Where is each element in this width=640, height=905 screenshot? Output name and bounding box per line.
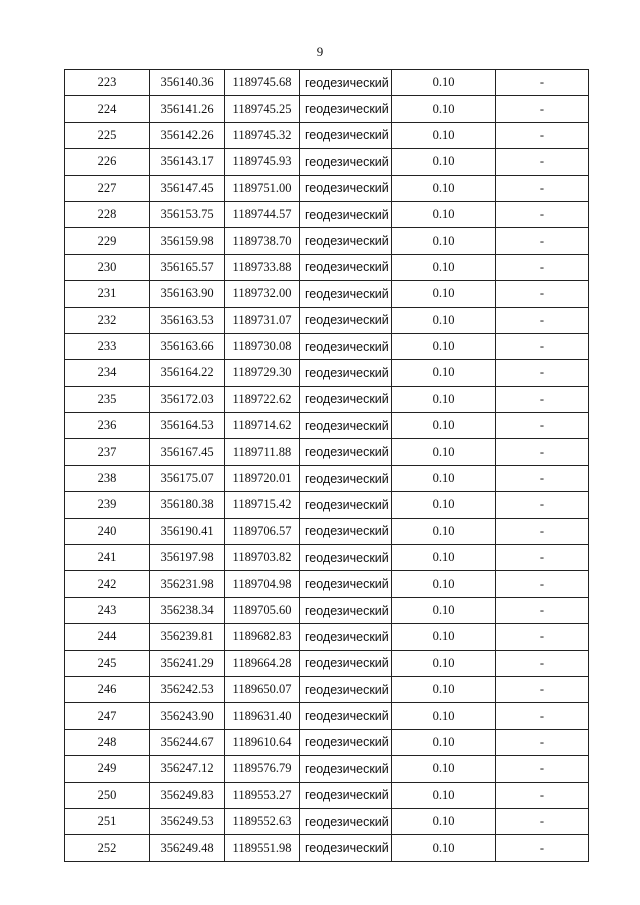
description-cell: - [496,703,589,729]
point-number-cell: 239 [65,492,150,518]
description-cell: - [496,808,589,834]
method-cell: геодезический [300,650,392,676]
description-cell: - [496,96,589,122]
coordinates-table-body [65,70,589,862]
method-cell: геодезический [300,676,392,702]
point-number-cell: 237 [65,439,150,465]
point-number-cell: 240 [65,518,150,544]
table-row [65,782,589,808]
point-number-cell: 246 [65,676,150,702]
y-coordinate-cell: 1189553.27 [225,782,300,808]
table-row [65,650,589,676]
description-cell: - [496,624,589,650]
y-coordinate-cell: 1189703.82 [225,545,300,571]
point-number-cell: 236 [65,413,150,439]
precision-cell: 0.10 [392,808,496,834]
description-cell: - [496,782,589,808]
precision-cell: 0.10 [392,518,496,544]
x-coordinate-cell: 356243.90 [150,703,225,729]
x-coordinate-cell: 356163.90 [150,281,225,307]
method-cell: геодезический [300,149,392,175]
point-number-cell: 229 [65,228,150,254]
table-row [65,360,589,386]
table-row [65,518,589,544]
x-coordinate-cell: 356140.36 [150,70,225,96]
point-number-cell: 224 [65,96,150,122]
table-row [65,676,589,702]
method-cell: геодезический [300,70,392,96]
table-row [65,492,589,518]
method-cell: геодезический [300,756,392,782]
precision-cell: 0.10 [392,96,496,122]
precision-cell: 0.10 [392,756,496,782]
precision-cell: 0.10 [392,835,496,861]
x-coordinate-cell: 356242.53 [150,676,225,702]
precision-cell: 0.10 [392,492,496,518]
precision-cell: 0.10 [392,228,496,254]
y-coordinate-cell: 1189551.98 [225,835,300,861]
y-coordinate-cell: 1189730.08 [225,333,300,359]
table-row [65,70,589,96]
description-cell: - [496,386,589,412]
x-coordinate-cell: 356172.03 [150,386,225,412]
x-coordinate-cell: 356164.22 [150,360,225,386]
y-coordinate-cell: 1189738.70 [225,228,300,254]
method-cell: геодезический [300,413,392,439]
y-coordinate-cell: 1189720.01 [225,465,300,491]
point-number-cell: 238 [65,465,150,491]
method-cell: геодезический [300,281,392,307]
method-cell: геодезический [300,439,392,465]
y-coordinate-cell: 1189682.83 [225,624,300,650]
precision-cell: 0.10 [392,650,496,676]
x-coordinate-cell: 356165.57 [150,254,225,280]
method-cell: геодезический [300,492,392,518]
description-cell: - [496,676,589,702]
x-coordinate-cell: 356197.98 [150,545,225,571]
point-number-cell: 243 [65,597,150,623]
method-cell: геодезический [300,624,392,650]
page-number: 9 [316,44,324,59]
y-coordinate-cell: 1189744.57 [225,201,300,227]
table-row [65,571,589,597]
x-coordinate-cell: 356163.66 [150,333,225,359]
y-coordinate-cell: 1189714.62 [225,413,300,439]
description-cell: - [496,518,589,544]
precision-cell: 0.10 [392,70,496,96]
description-cell: - [496,465,589,491]
description-cell: - [496,175,589,201]
y-coordinate-cell: 1189704.98 [225,571,300,597]
method-cell: геодезический [300,175,392,201]
x-coordinate-cell: 356180.38 [150,492,225,518]
point-number-cell: 225 [65,122,150,148]
method-cell: геодезический [300,386,392,412]
method-cell: геодезический [300,571,392,597]
point-number-cell: 252 [65,835,150,861]
x-coordinate-cell: 356231.98 [150,571,225,597]
description-cell: - [496,228,589,254]
precision-cell: 0.10 [392,597,496,623]
x-coordinate-cell: 356163.53 [150,307,225,333]
table-row [65,149,589,175]
x-coordinate-cell: 356175.07 [150,465,225,491]
description-cell: - [496,545,589,571]
point-number-cell: 223 [65,70,150,96]
table-row [65,307,589,333]
x-coordinate-cell: 356249.53 [150,808,225,834]
description-cell: - [496,835,589,861]
x-coordinate-cell: 356249.83 [150,782,225,808]
x-coordinate-cell: 356241.29 [150,650,225,676]
y-coordinate-cell: 1189729.30 [225,360,300,386]
point-number-cell: 226 [65,149,150,175]
point-number-cell: 234 [65,360,150,386]
table-row [65,624,589,650]
precision-cell: 0.10 [392,676,496,702]
point-number-cell: 231 [65,281,150,307]
precision-cell: 0.10 [392,122,496,148]
description-cell: - [496,439,589,465]
precision-cell: 0.10 [392,360,496,386]
point-number-cell: 230 [65,254,150,280]
table-row [65,386,589,412]
point-number-cell: 232 [65,307,150,333]
method-cell: геодезический [300,808,392,834]
description-cell: - [496,729,589,755]
description-cell: - [496,281,589,307]
method-cell: геодезический [300,96,392,122]
method-cell: геодезический [300,122,392,148]
y-coordinate-cell: 1189745.68 [225,70,300,96]
precision-cell: 0.10 [392,465,496,491]
description-cell: - [496,333,589,359]
point-number-cell: 241 [65,545,150,571]
point-number-cell: 242 [65,571,150,597]
point-number-cell: 245 [65,650,150,676]
description-cell: - [496,360,589,386]
point-number-cell: 250 [65,782,150,808]
description-cell: - [496,122,589,148]
x-coordinate-cell: 356153.75 [150,201,225,227]
y-coordinate-cell: 1189745.93 [225,149,300,175]
description-cell: - [496,492,589,518]
method-cell: геодезический [300,201,392,227]
description-cell: - [496,597,589,623]
point-number-cell: 227 [65,175,150,201]
method-cell: геодезический [300,228,392,254]
point-number-cell: 244 [65,624,150,650]
precision-cell: 0.10 [392,439,496,465]
y-coordinate-cell: 1189552.63 [225,808,300,834]
y-coordinate-cell: 1189732.00 [225,281,300,307]
point-number-cell: 249 [65,756,150,782]
description-cell: - [496,307,589,333]
precision-cell: 0.10 [392,571,496,597]
method-cell: геодезический [300,518,392,544]
y-coordinate-cell: 1189711.88 [225,439,300,465]
point-number-cell: 233 [65,333,150,359]
y-coordinate-cell: 1189722.62 [225,386,300,412]
coordinates-table [64,69,589,862]
table-row [65,465,589,491]
precision-cell: 0.10 [392,413,496,439]
table-row [65,96,589,122]
precision-cell: 0.10 [392,333,496,359]
x-coordinate-cell: 356164.53 [150,413,225,439]
table-row [65,597,589,623]
method-cell: геодезический [300,465,392,491]
x-coordinate-cell: 356190.41 [150,518,225,544]
description-cell: - [496,756,589,782]
table-row [65,333,589,359]
table-row [65,175,589,201]
x-coordinate-cell: 356143.17 [150,149,225,175]
point-number-cell: 251 [65,808,150,834]
precision-cell: 0.10 [392,254,496,280]
table-row [65,703,589,729]
x-coordinate-cell: 356147.45 [150,175,225,201]
point-number-cell: 235 [65,386,150,412]
description-cell: - [496,650,589,676]
y-coordinate-cell: 1189745.32 [225,122,300,148]
method-cell: геодезический [300,703,392,729]
y-coordinate-cell: 1189706.57 [225,518,300,544]
description-cell: - [496,201,589,227]
y-coordinate-cell: 1189715.42 [225,492,300,518]
table-row [65,729,589,755]
precision-cell: 0.10 [392,624,496,650]
y-coordinate-cell: 1189731.07 [225,307,300,333]
method-cell: геодезический [300,729,392,755]
table-row [65,413,589,439]
table-row [65,808,589,834]
y-coordinate-cell: 1189650.07 [225,676,300,702]
point-number-cell: 247 [65,703,150,729]
x-coordinate-cell: 356141.26 [150,96,225,122]
precision-cell: 0.10 [392,782,496,808]
x-coordinate-cell: 356244.67 [150,729,225,755]
method-cell: геодезический [300,307,392,333]
method-cell: геодезический [300,597,392,623]
table-row [65,201,589,227]
x-coordinate-cell: 356247.12 [150,756,225,782]
table-row [65,756,589,782]
y-coordinate-cell: 1189705.60 [225,597,300,623]
table-row [65,281,589,307]
method-cell: геодезический [300,333,392,359]
y-coordinate-cell: 1189664.28 [225,650,300,676]
precision-cell: 0.10 [392,149,496,175]
precision-cell: 0.10 [392,703,496,729]
table-row [65,439,589,465]
method-cell: геодезический [300,254,392,280]
description-cell: - [496,571,589,597]
precision-cell: 0.10 [392,201,496,227]
description-cell: - [496,413,589,439]
method-cell: геодезический [300,782,392,808]
table-row [65,254,589,280]
precision-cell: 0.10 [392,175,496,201]
y-coordinate-cell: 1189745.25 [225,96,300,122]
x-coordinate-cell: 356238.34 [150,597,225,623]
x-coordinate-cell: 356159.98 [150,228,225,254]
description-cell: - [496,70,589,96]
description-cell: - [496,149,589,175]
table-row [65,545,589,571]
table-row [65,228,589,254]
y-coordinate-cell: 1189631.40 [225,703,300,729]
precision-cell: 0.10 [392,545,496,571]
precision-cell: 0.10 [392,281,496,307]
y-coordinate-cell: 1189751.00 [225,175,300,201]
x-coordinate-cell: 356239.81 [150,624,225,650]
point-number-cell: 248 [65,729,150,755]
x-coordinate-cell: 356167.45 [150,439,225,465]
method-cell: геодезический [300,360,392,386]
y-coordinate-cell: 1189576.79 [225,756,300,782]
precision-cell: 0.10 [392,307,496,333]
table-row [65,835,589,861]
method-cell: геодезический [300,835,392,861]
precision-cell: 0.10 [392,386,496,412]
y-coordinate-cell: 1189610.64 [225,729,300,755]
table-row [65,122,589,148]
method-cell: геодезический [300,545,392,571]
precision-cell: 0.10 [392,729,496,755]
description-cell: - [496,254,589,280]
x-coordinate-cell: 356142.26 [150,122,225,148]
point-number-cell: 228 [65,201,150,227]
x-coordinate-cell: 356249.48 [150,835,225,861]
y-coordinate-cell: 1189733.88 [225,254,300,280]
